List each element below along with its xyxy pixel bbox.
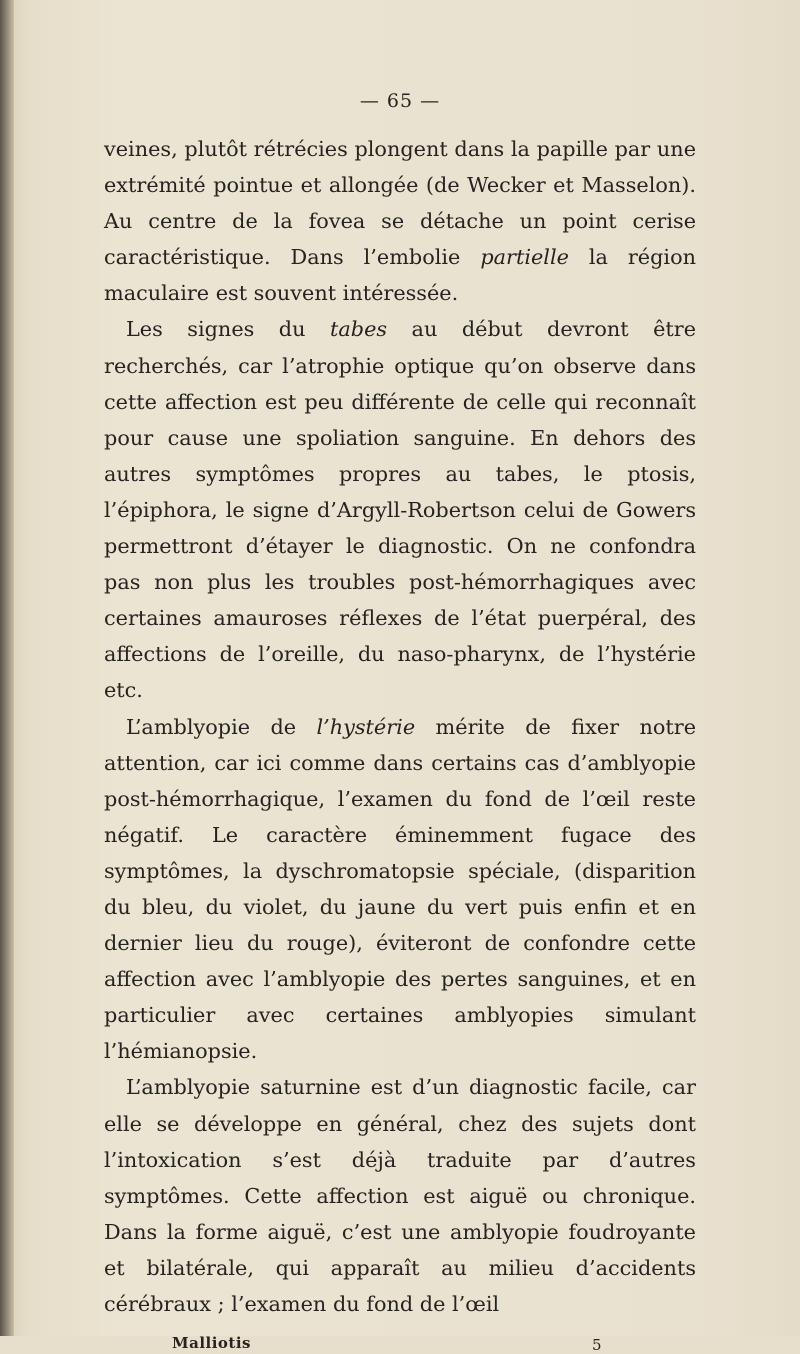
text-segment: mérite de fixer notre attention, car ici comme dans certains cas d’amblyopie post-hémorrhagique, l’examen du fond de l’œil reste négatif. Le caractère éminemment fugace des symptômes, la dyschromatopsie spéciale, (disparition du bleu, du violet, du jaune du vert puis enfin et en dernier lieu du rouge), éviteront de confondre cette affection avec l’amblyopie des pertes sanguines, et en particulier avec certaines amblyopies simulant l’hémianopsie. <box>104 714 696 1064</box>
paragraph-2 <box>104 311 696 708</box>
italic-term: tabes <box>330 317 388 342</box>
paragraph-3 <box>104 709 696 1070</box>
paragraph-4 <box>104 1069 696 1322</box>
italic-term: partielle <box>480 245 569 270</box>
text-segment: au début devront être recherchés, car l’atrophie optique qu’on observe dans cette affection est peu différente de celle qui reconnaît pour cause une spoliation sanguine. En dehors des autres symptômes propres au tabes, le ptosis, l’épiphora, le signe d’Argyll-Robertson celui de Gowers permettront d’étayer le diagnostic. On ne confondra pas non plus les troubles post-hémorrhagiques avec certaines amauroses réflexes de l’état puerpéral, des affections de l’oreille, du naso-pharynx, de l’hystérie etc. <box>104 317 697 703</box>
text-segment: veines, plutôt rétrécies plongent dans la papille par une extrémité pointue et allongée (de Wecker et Masselon). Au centre de la fovea se détache un point cerise caractéristique. Dans l’embolie <box>104 137 696 270</box>
text-segment: L’amblyopie saturnine est d’un diagnostic facile, car elle se développe en général, chez des sujets dont l’intoxication s’est déjà traduite par d’autres symptômes. Cette affection est aiguë ou chronique. Dans la forme aiguë, c’est une amblyopie foudroyante et bilatérale, qui apparaît au milieu d’accidents cérébraux ; l’examen du fond de l’œil <box>104 1075 696 1316</box>
page-number: — 65 — <box>359 90 441 112</box>
footer-author-name: Malliotis <box>172 1334 251 1352</box>
text-segment: L’amblyopie de <box>126 714 317 739</box>
page-binding-edge <box>0 0 14 1336</box>
text-segment: Les signes du <box>126 317 330 342</box>
text-segment: la région maculaire est souvent intéressée. <box>104 245 696 306</box>
footer-signature-mark: 5 <box>592 1336 602 1354</box>
paragraph-1 <box>104 131 696 311</box>
body-text <box>104 131 696 1322</box>
italic-term: l’hystérie <box>316 714 416 739</box>
